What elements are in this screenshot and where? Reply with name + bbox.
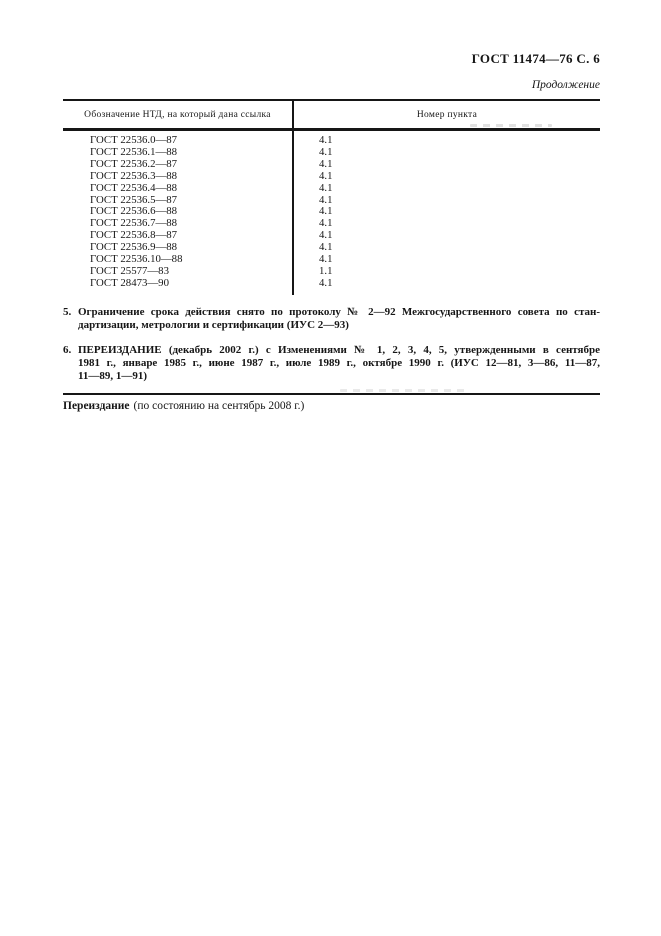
cell-ntd: ГОСТ 22536.10—88 bbox=[63, 254, 293, 266]
cell-ntd: ГОСТ 22536.9—88 bbox=[63, 242, 293, 254]
clause-number: 5. bbox=[63, 306, 72, 318]
cell-ntd: ГОСТ 22536.5—87 bbox=[63, 195, 293, 207]
cell-punkt: 4.1 bbox=[319, 229, 333, 242]
cell-ntd: ГОСТ 22536.7—88 bbox=[63, 218, 293, 230]
column-header-ntd: Обозначение НТД, на который дана ссылка bbox=[63, 100, 293, 130]
cell-ntd: ГОСТ 22536.3—88 bbox=[63, 171, 293, 183]
references-table bbox=[63, 99, 600, 295]
cell-punkt: 4.1 bbox=[319, 217, 333, 230]
clause-line: дартизации, метрологии и сертификации (ИУС 2—93) bbox=[78, 318, 349, 331]
doc-reference: ГОСТ 11474—76 С. 6 bbox=[471, 51, 600, 66]
reissue-label: Переиздание bbox=[63, 400, 130, 412]
cell-punkt: 4.1 bbox=[319, 157, 333, 170]
cell-punkt: 4.1 bbox=[319, 181, 333, 194]
cell-ntd: ГОСТ 28473—90 bbox=[63, 278, 293, 295]
cell-ntd: ГОСТ 22536.2—87 bbox=[63, 159, 293, 171]
references-table-wrap bbox=[63, 99, 600, 295]
table-row bbox=[63, 278, 600, 295]
clause-5 bbox=[63, 306, 600, 332]
cell-punkt: 4.1 bbox=[319, 134, 333, 146]
clauses-section bbox=[63, 306, 600, 395]
clause-6 bbox=[63, 344, 600, 383]
cell-punkt: 4.1 bbox=[319, 145, 333, 158]
clause-line: 11—89, 1—91) bbox=[78, 369, 148, 382]
table-row bbox=[63, 159, 600, 171]
table-row bbox=[63, 130, 600, 147]
clause-line: Ограничение срока действия снято по протоколу № 2—92 Межгосударственного совета по стан- bbox=[78, 306, 600, 318]
cell-ntd: ГОСТ 22536.6—88 bbox=[63, 206, 293, 218]
cell-ntd: ГОСТ 25577—83 bbox=[63, 266, 293, 278]
cell-punkt: 4.1 bbox=[319, 276, 333, 289]
column-header-punkt: Номер пункта bbox=[293, 100, 600, 130]
scan-artifact bbox=[470, 124, 552, 127]
cell-ntd: ГОСТ 22536.0—87 bbox=[63, 130, 293, 147]
cell-ntd: ГОСТ 22536.1—88 bbox=[63, 147, 293, 159]
continuation-label: Продолжение bbox=[531, 79, 600, 91]
reissue-note bbox=[63, 393, 600, 412]
cell-punkt: 1.1 bbox=[319, 264, 333, 277]
cell-punkt: 4.1 bbox=[319, 241, 333, 254]
reissue-text: (по состоянию на сентябрь 2008 г.) bbox=[133, 400, 305, 412]
table-row bbox=[63, 171, 600, 183]
cell-ntd: ГОСТ 22536.4—88 bbox=[63, 183, 293, 195]
cell-punkt: 4.1 bbox=[319, 253, 333, 266]
scan-artifact bbox=[340, 389, 470, 392]
clause-line: 1981 г., январе 1985 г., июне 1987 г., июле 1989 г., октябре 1990 г. (ИУС 12—81, 3—86, 11—87, bbox=[78, 356, 600, 369]
cell-punkt: 4.1 bbox=[319, 205, 333, 218]
clause-number: 6. bbox=[63, 343, 72, 356]
clause-line: ПЕРЕИЗДАНИЕ (декабрь 2002 г.) с Изменениями № 1, 2, 3, 4, 5, утвержденными в сентябре bbox=[78, 343, 600, 356]
cell-punkt: 4.1 bbox=[319, 169, 333, 182]
table-row bbox=[63, 183, 600, 195]
cell-punkt: 4.1 bbox=[319, 193, 333, 206]
cell-ntd: ГОСТ 22536.8—87 bbox=[63, 230, 293, 242]
